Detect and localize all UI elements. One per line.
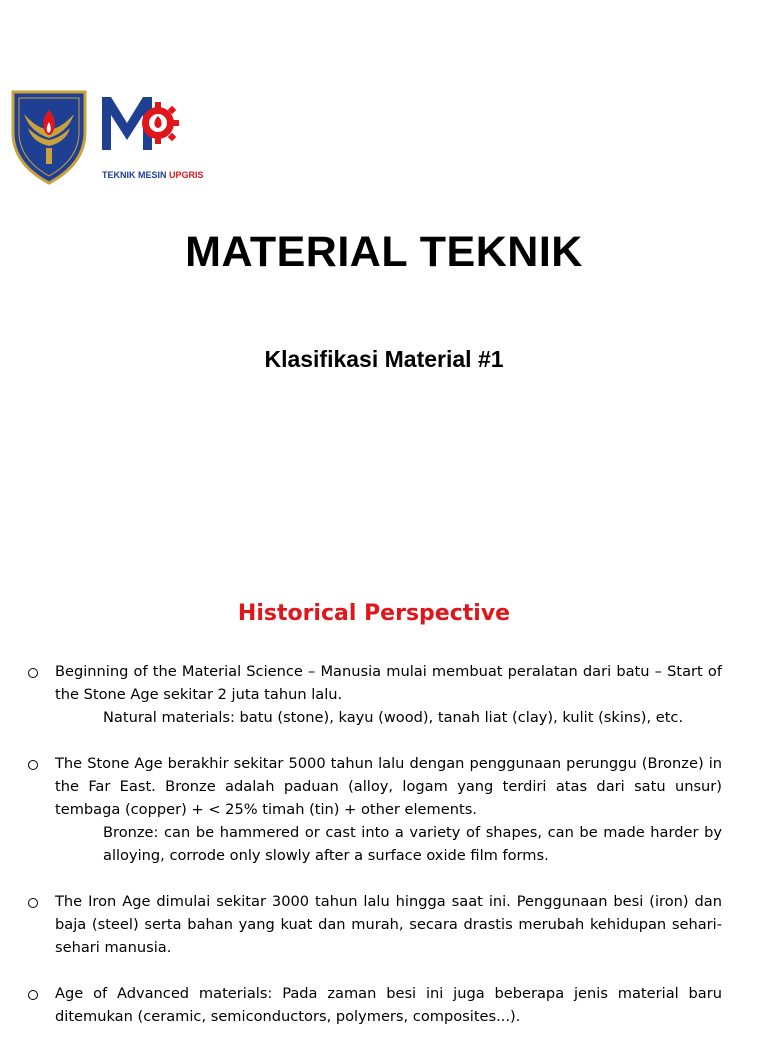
- university-shield-logo: [13, 92, 85, 183]
- page-title: MATERIAL TEKNIK: [185, 228, 583, 276]
- bullet-circle-icon: [28, 898, 38, 908]
- bullet-circle-icon: [28, 760, 38, 770]
- bullet-text: The Iron Age dimulai sekitar 3000 tahun lalu hingga saat ini. Penggunaan besi (iron) dan baja (steel) serta bahan yang kuat dan murah, secara drastis merubah kehidupan sehari-sehari manusia.: [55, 893, 722, 956]
- department-m-gear-logo: [102, 97, 204, 180]
- bullet-circle-icon: [28, 990, 38, 1000]
- logo-area: [8, 80, 204, 184]
- list-item: [28, 890, 722, 959]
- bullet-circle-icon: [28, 668, 38, 678]
- bullet-text: The Stone Age berakhir sekitar 5000 tahun lalu dengan penggunaan perunggu (Bronze) in the Far East. Bronze adalah paduan (alloy, logam yang terdiri atas dari satu unsur) tembaga (copper) + < 25% timah (tin) + other elements.: [55, 755, 722, 818]
- bullet-list: [28, 660, 722, 1051]
- bullet-subtext: Natural materials: batu (stone), kayu (wood), tanah liat (clay), kulit (skins), etc.: [103, 709, 684, 726]
- page-subtitle: Klasifikasi Material #1: [264, 346, 504, 372]
- list-item: [28, 982, 722, 1028]
- section-heading: Historical Perspective: [237, 601, 511, 626]
- bullet-subtext: Bronze: can be hammered or cast into a variety of shapes, can be made harder by alloying, corrode only slowly after a surface oxide film forms.: [103, 824, 722, 864]
- list-item: [28, 660, 722, 729]
- bullet-text: Age of Advanced materials: Pada zaman besi ini juga beberapa jenis material baru ditemukan (ceramic, semiconductors, polymers, composites...).: [55, 985, 722, 1025]
- bullet-text: Beginning of the Material Science – Manusia mulai membuat peralatan dari batu – Start of the Stone Age sekitar 2 juta tahun lalu.: [55, 663, 722, 703]
- department-logo-label: TEKNIK MESIN UPGRIS: [102, 170, 204, 180]
- list-item: [28, 752, 722, 867]
- logos-graphic: [8, 80, 204, 184]
